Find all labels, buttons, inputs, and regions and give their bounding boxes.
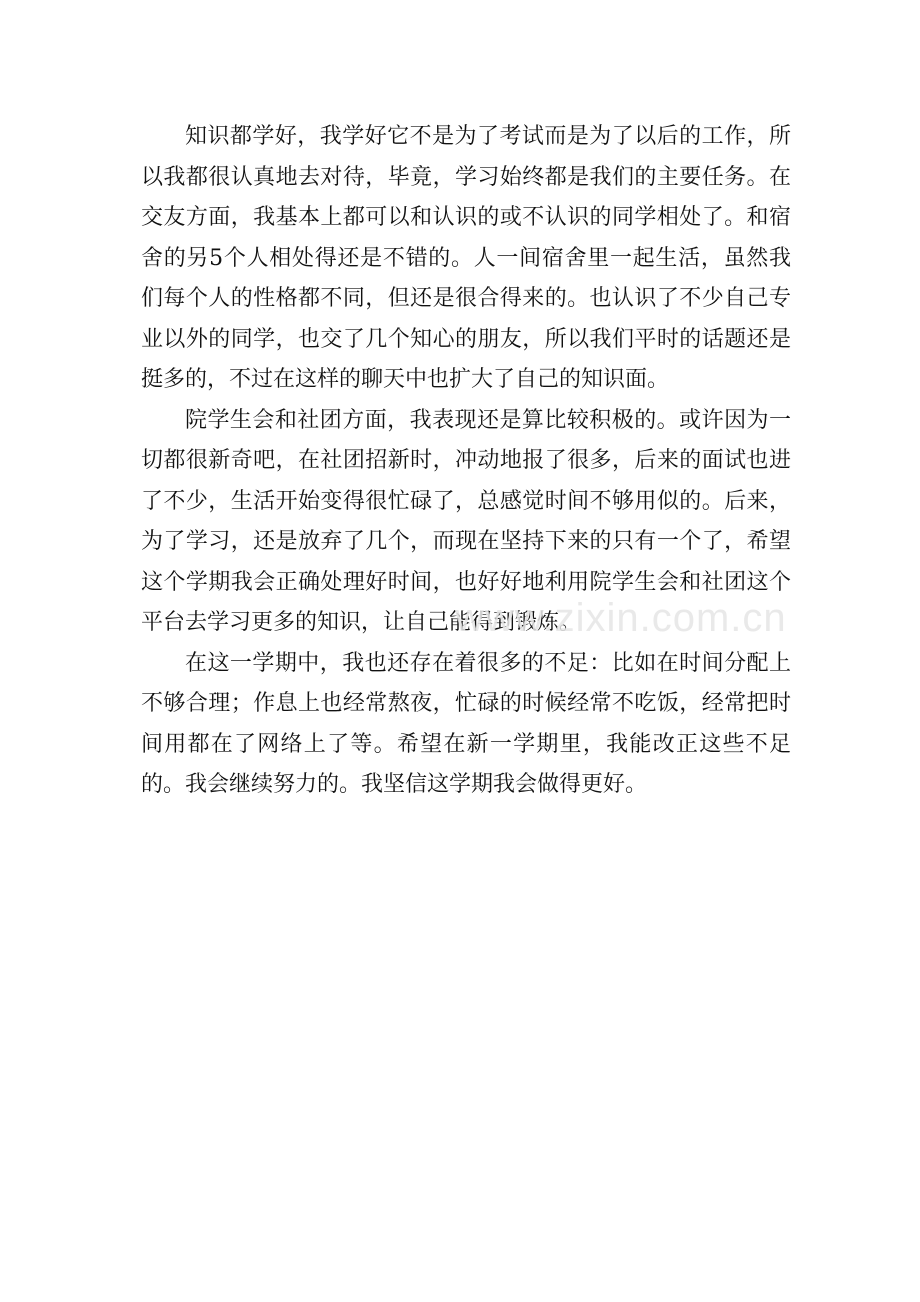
paragraph-3: 在这一学期中，我也还存在着很多的不足：比如在时间分配上不够合理；作息上也经常熬夜，忙碌的时候经常不吃饭，经常把时间用都在了网络上了等。希望在新一学期里，我能改正这些不足的。我会继续努力的。我坚信这学期我会做得更好。 (141, 650, 791, 797)
paragraph-2: 院学生会和社团方面，我表现还是算比较积极的。或许因为一切都很新奇吧，在社团招新时，冲动地报了很多，后来的面试也进了不少，生活开始变得很忙碌了，总感觉时间不够用似的。后来，为了学习，还是放弃了几个，而现在坚持下来的只有一个了，希望这个学期我会正确处理好时间，也好好地利用院学生会和社团这个平台去学习更多的知识，让自己能得到锻炼。 (141, 407, 791, 635)
document-body (141, 117, 791, 806)
watermark: www.zixin.com.cn (455, 596, 787, 640)
paragraph-1: 知识都学好，我学好它不是为了考试而是为了以后的工作，所以我都很认真地去对待，毕竟，学习始终都是我们的主要任务。在交友方面，我基本上都可以和认识的或不认识的同学相处了。和宿舍的另5个人相处得还是不错的。人一间宿舍里一起生活，虽然我们每个人的性格都不同，但还是很合得来的。也认识了不少自己专业以外的同学，也交了几个知心的朋友，所以我们平时的话题还是挺多的，不过在这样的聊天中也扩大了自己的知识面。 (141, 124, 791, 392)
